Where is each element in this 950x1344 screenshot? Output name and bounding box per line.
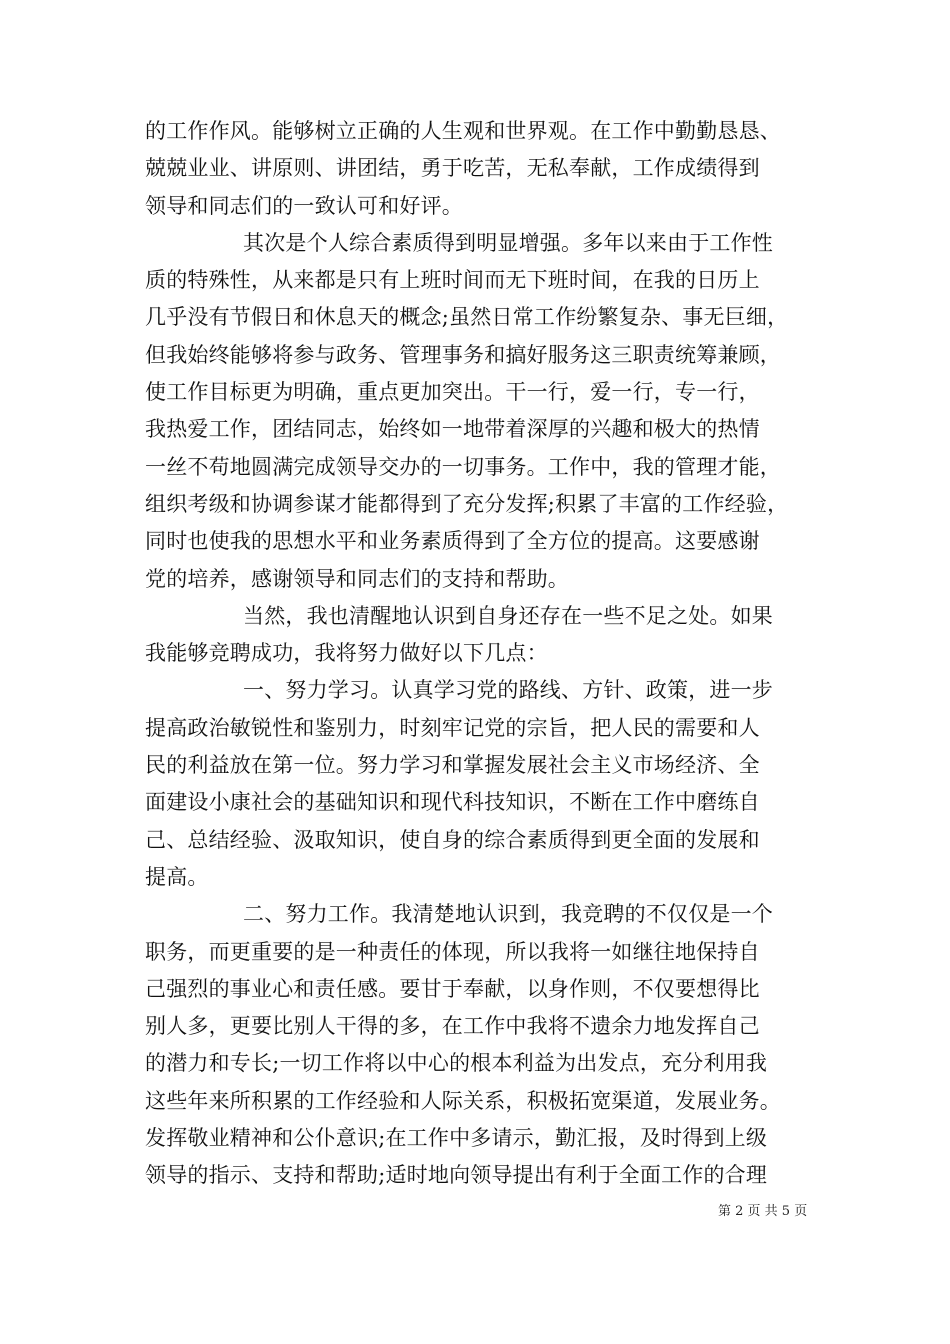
text-line: 发挥敬业精神和公仆意识;在工作中多请示，勤汇报，及时得到上级	[145, 1126, 768, 1151]
text-line: 领导的指示、支持和帮助;适时地向领导提出有利于全面工作的合理	[145, 1163, 768, 1188]
text-line: 我热爱工作，团结同志，始终如一地带着深厚的兴趣和极大的热情	[145, 417, 760, 442]
text-line: 己、总结经验、汲取知识，使自身的综合素质得到更全面的发展和	[145, 827, 760, 852]
text-line: 这些年来所积累的工作经验和人际关系，积极拓宽渠道，发展业务。	[145, 1088, 781, 1113]
text-line: 使工作目标更为明确，重点更加突出。干一行，爱一行，专一行，	[145, 380, 760, 405]
text-line: 的工作作风。能够树立正确的人生观和世界观。在工作中勤勤恳恳、	[145, 119, 781, 143]
text-line: 民的利益放在第一位。努力学习和掌握发展社会主义市场经济、全	[145, 753, 760, 778]
text-line: 但我始终能够将参与政务、管理事务和搞好服务这三职责统筹兼顾，	[145, 342, 781, 367]
text-line: 我能够竞聘成功，我将努力做好以下几点：	[145, 641, 548, 666]
text-line: 职务，而更重要的是一种责任的体现，所以我将一如继往地保持自	[145, 939, 760, 964]
page-number-footer: 第 2 页 共 5 页	[718, 1204, 808, 1219]
text-line: 几乎没有节假日和休息天的概念;虽然日常工作纷繁复杂、事无巨细，	[145, 305, 789, 330]
text-line: 兢兢业业、讲原则、讲团结，勇于吃苦，无私奉献，工作成绩得到	[145, 156, 760, 181]
body-text	[145, 113, 835, 1195]
text-line: 组织考级和协调参谋才能都得到了充分发挥;积累了丰富的工作经验，	[145, 491, 789, 516]
text-line: 的潜力和专长;一切工作将以中心的根本利益为出发点，充分利用我	[145, 1051, 768, 1076]
paragraph-start-line: 二、努力工作。我清楚地认识到，我竞聘的不仅仅是一个	[243, 902, 773, 927]
text-line: 提高。	[145, 864, 209, 889]
paragraph-start-line: 当然，我也清醒地认识到自身还存在一些不足之处。如果	[243, 603, 773, 628]
text-line: 面建设小康社会的基础知识和现代科技知识，不断在工作中磨练自	[145, 790, 760, 815]
text-line: 提高政治敏锐性和鉴别力，时刻牢记党的宗旨，把人民的需要和人	[145, 715, 760, 740]
text-line: 领导和同志们的一致认可和好评。	[145, 193, 463, 218]
text-line: 别人多，更要比别人干得的多，在工作中我将不遗余力地发挥自己	[145, 1014, 760, 1039]
text-line: 质的特殊性，从来都是只有上班时间而无下班时间，在我的日历上	[145, 268, 760, 293]
text-line: 同时也使我的思想水平和业务素质得到了全方位的提高。这要感谢	[145, 529, 760, 554]
text-line: 党的培养，感谢领导和同志们的支持和帮助。	[145, 566, 569, 591]
paragraph-start-line: 一、努力学习。认真学习党的路线、方针、政策，进一步	[243, 678, 773, 703]
text-line: 一丝不苟地圆满完成领导交办的一切事务。工作中，我的管理才能，	[145, 454, 781, 479]
paragraph-start-line: 其次是个人综合素质得到明显增强。多年以来由于工作性	[243, 230, 773, 255]
text-line: 己强烈的事业心和责任感。要甘于奉献，以身作则，不仅要想得比	[145, 976, 760, 1001]
